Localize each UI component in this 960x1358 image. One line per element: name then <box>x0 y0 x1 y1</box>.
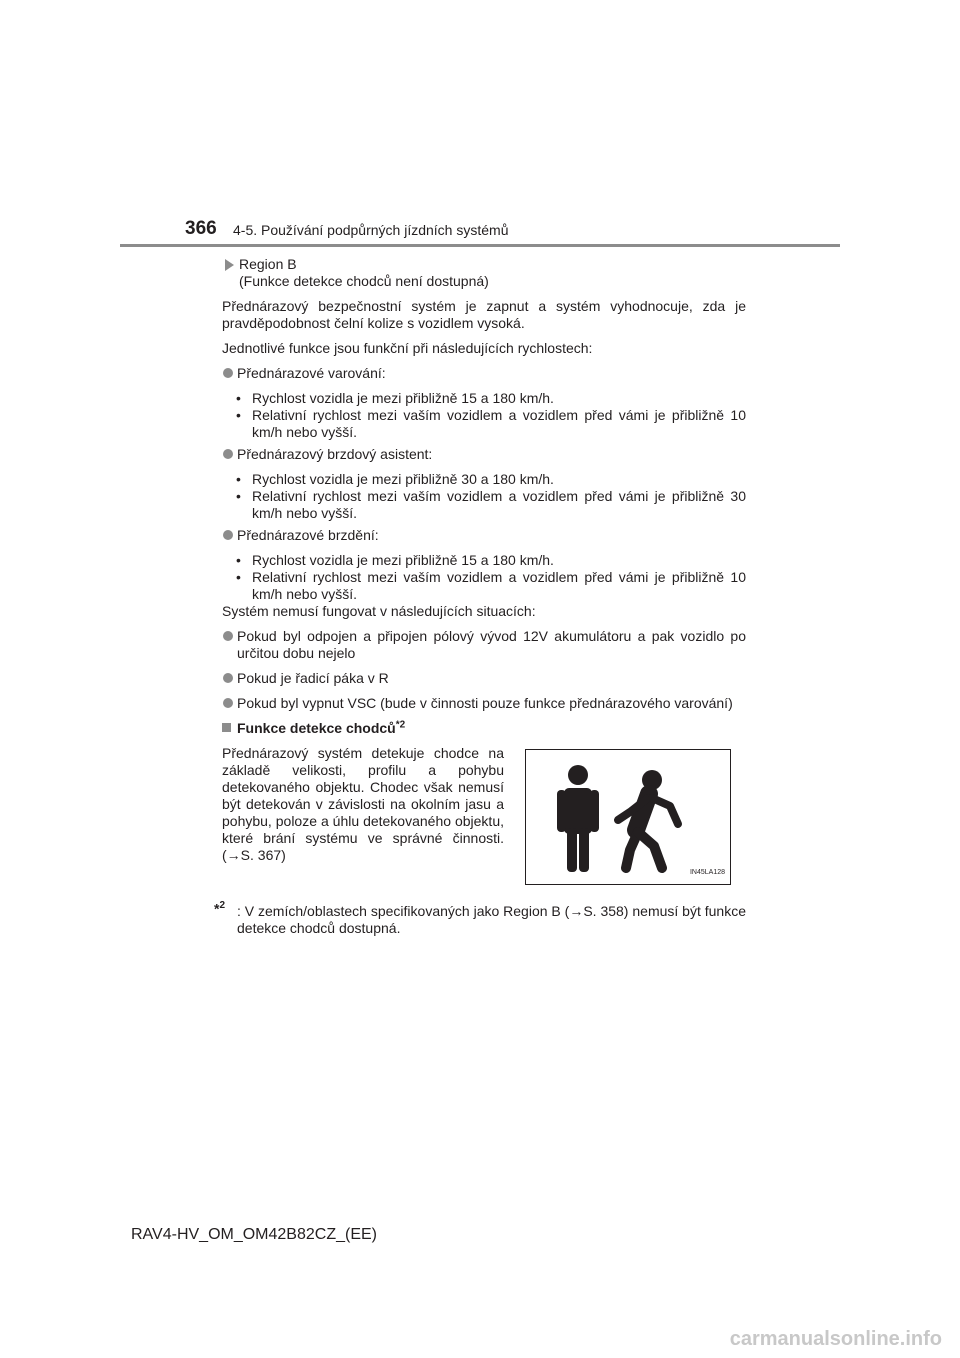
function-conditions <box>222 552 746 603</box>
footnote-reference: *2 <box>395 719 406 731</box>
asterisk: * <box>214 900 220 917</box>
condition-text: Relativní rychlost mezi vaším vozidlem a vozidlem před vámi je přibližně 10 km/h nebo vyšší. <box>252 407 746 440</box>
pedestrian-heading <box>222 720 746 737</box>
header-divider <box>120 244 840 247</box>
walking-person-icon <box>618 770 678 868</box>
function-item <box>222 365 746 382</box>
pedestrian-description: Přednárazový systém detekuje chodce na základě velikosti, profilu a pohybu detekovaného objektu. Chodec však nemusí být detekován v závislosti na okolním jasu a pohybu, poloze a úhlu detekovaného objektu, které brání systému ve správné činnosti. (→S. 367) <box>222 745 504 863</box>
condition-text: Relativní rychlost mezi vaším vozidlem a vozidlem před vámi je přibližně 10 km/h nebo vyšší. <box>252 569 746 602</box>
round-bullet-icon <box>223 698 233 708</box>
round-bullet-icon <box>223 449 233 459</box>
square-bullet-icon <box>222 723 231 732</box>
situation-text: Pokud byl vypnut VSC (bude v činnosti pouze funkce přednárazového varování) <box>237 695 733 711</box>
region-b-heading <box>222 256 746 290</box>
situation-item <box>222 670 746 687</box>
standing-person-icon <box>557 765 599 872</box>
situation-list <box>222 628 746 712</box>
speeds-intro: Jednotlivé funkce jsou funkční při následujících rychlostech: <box>222 340 593 356</box>
function-conditions <box>222 390 746 441</box>
function-list <box>222 365 746 603</box>
dot-bullet-icon: • <box>236 569 241 585</box>
condition-item <box>222 471 746 488</box>
dot-bullet-icon: • <box>236 390 241 406</box>
pedestrian-section <box>222 745 746 885</box>
round-bullet-icon <box>223 673 233 683</box>
pedestrian-heading-text: Funkce detekce chodců <box>237 720 396 736</box>
not-working-intro: Systém nemusí fungovat v následujících situacích: <box>222 603 536 619</box>
condition-text: Rychlost vozidla je mezi přibližně 30 a 180 km/h. <box>252 471 554 487</box>
condition-item <box>222 552 746 569</box>
intro-paragraph: Přednárazový bezpečnostní systém je zapnut a systém vyhodnocuje, zda je pravděpodobnost čelní kolize s vozidlem vysoká. <box>222 298 746 331</box>
dot-bullet-icon: • <box>236 488 241 504</box>
page-content <box>214 256 746 937</box>
situation-text: Pokud je řadicí páka v R <box>237 670 389 686</box>
region-b-note: (Funkce detekce chodců není dostupná) <box>239 273 489 289</box>
situation-item <box>222 628 746 662</box>
function-conditions <box>222 471 746 522</box>
round-bullet-icon <box>223 631 233 641</box>
round-bullet-icon <box>223 530 233 540</box>
footnote-number: 2 <box>219 900 226 911</box>
footnote <box>214 900 746 937</box>
condition-text: Rychlost vozidla je mezi přibližně 15 a 180 km/h. <box>252 390 554 406</box>
document-code: RAV4-HV_OM_OM42B82CZ_(EE) <box>131 1226 377 1243</box>
dot-bullet-icon: • <box>236 471 241 487</box>
situation-item <box>222 695 746 712</box>
dot-bullet-icon: • <box>236 407 241 423</box>
figure-code: IN45LA128 <box>689 869 725 876</box>
watermark: carmanualsonline.info <box>729 1328 942 1350</box>
section-title: 4-5. Používání podpůrných jízdních systémů <box>233 222 509 238</box>
triangle-bullet-icon <box>225 259 234 271</box>
function-title: Přednárazové varování: <box>237 365 386 381</box>
footnote-mark <box>214 897 225 918</box>
function-item <box>222 446 746 463</box>
footnote-text: : V zemích/oblastech specifikovaných jako Region B (→S. 358) nemusí být funkce detekce chodců dostupná. <box>237 903 746 936</box>
condition-text: Relativní rychlost mezi vaším vozidlem a vozidlem před vámi je přibližně 30 km/h nebo vyšší. <box>252 488 746 521</box>
situation-text: Pokud byl odpojen a připojen pólový vývod 12V akumulátoru a pak vozidlo po určitou dobu nejelo <box>237 628 746 661</box>
page-number: 366 <box>185 218 217 239</box>
dot-bullet-icon: • <box>236 552 241 568</box>
condition-item <box>222 488 746 522</box>
function-title: Přednárazové brzdění: <box>237 527 379 543</box>
function-title: Přednárazový brzdový asistent: <box>237 446 433 462</box>
round-bullet-icon <box>223 368 233 378</box>
function-item <box>222 527 746 544</box>
pedestrian-illustration <box>525 749 731 885</box>
condition-item <box>222 390 746 407</box>
region-b-title: Region B <box>239 256 297 272</box>
condition-item <box>222 407 746 441</box>
condition-text: Rychlost vozidla je mezi přibližně 15 a 180 km/h. <box>252 552 554 568</box>
condition-item <box>222 569 746 603</box>
